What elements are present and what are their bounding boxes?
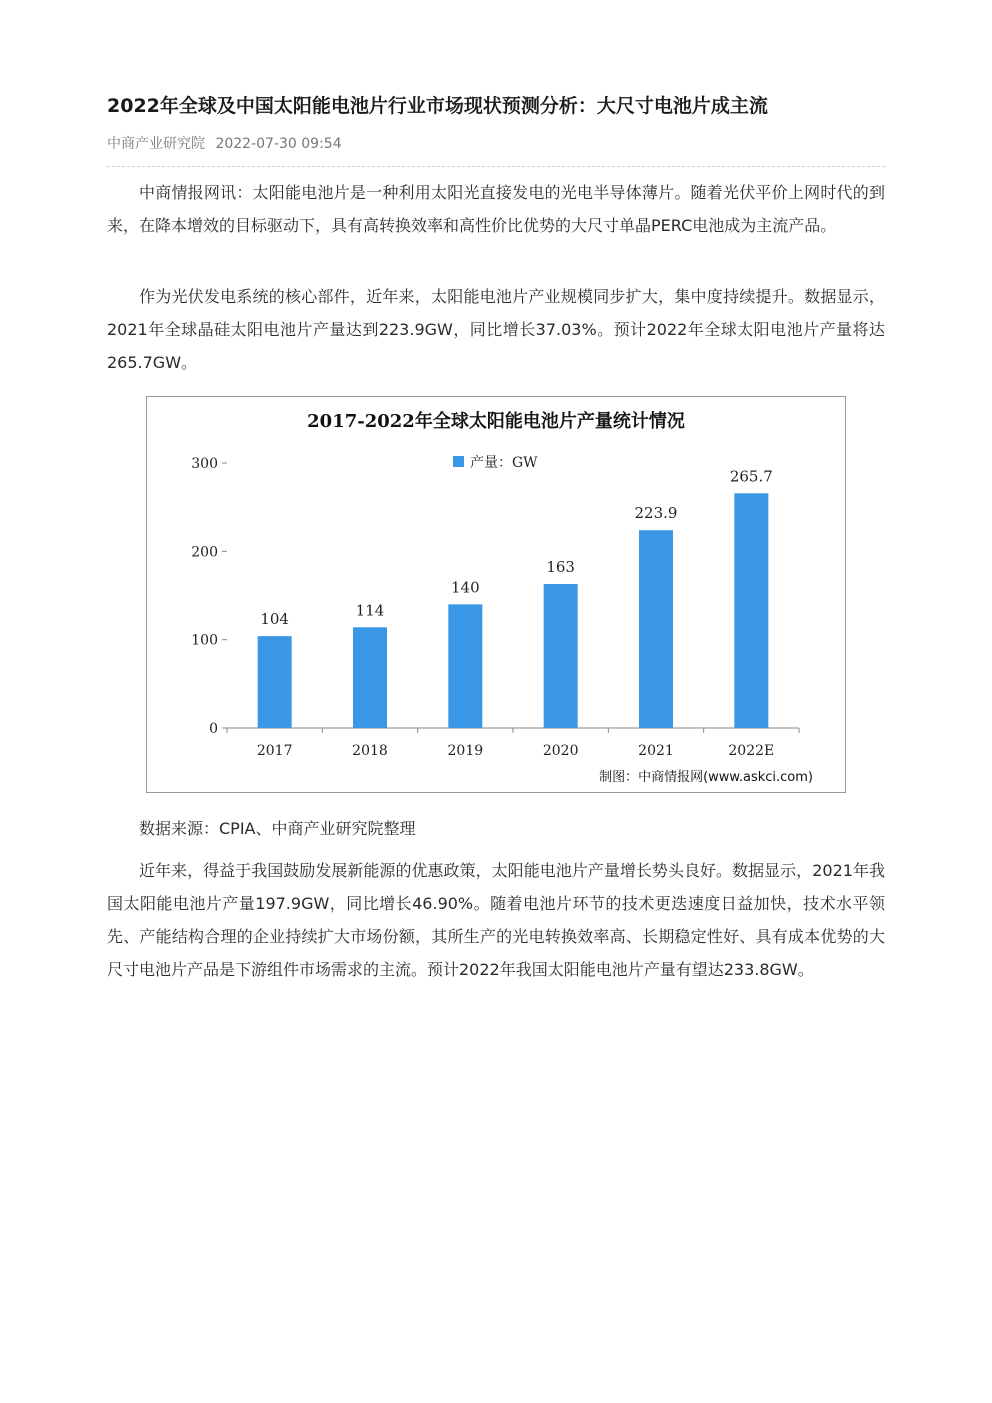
article-source: 中商产业研究院: [107, 136, 205, 152]
bar-2018: [353, 627, 387, 728]
x-tick-label: 2017: [256, 743, 293, 759]
chart-title: 2017-2022年全球太阳能电池片产量统计情况: [307, 411, 685, 432]
x-tick-label: 2022E: [728, 743, 775, 759]
bar-2022E: [734, 493, 768, 728]
bar-series: [258, 493, 769, 728]
chart-figure: [146, 396, 846, 793]
paragraph-intro: 中商情报网讯：太阳能电池片是一种利用太阳光直接发电的光电半导体薄片。随着光伏平价上网时代的到来，在降本增效的目标驱动下，具有高转换效率和高性价比优势的大尺寸单晶PERC电池成为主流产品。: [107, 183, 885, 235]
x-axis-ticks: [227, 728, 799, 759]
chart-legend: [453, 454, 538, 471]
bar-value-label: 223.9: [634, 504, 678, 523]
paragraph-china-output: 近年来，得益于我国鼓励发展新能源的优惠政策，太阳能电池片产量增长势头良好。数据显示，2021年我国太阳能电池片产量197.9GW，同比增长46.90%。随着电池片环节的技术更迭速度日益加快，技术水平领先、产能结构合理的企业持续扩大市场份额，其所生产的光电转换效率高、长期稳定性好、具有成本优势的大尺寸电池片产品是下游组件市场需求的主流。预计2022年我国太阳能电池片产量有望达233.8GW。: [107, 861, 885, 979]
y-tick-label: 300: [191, 456, 218, 472]
x-tick-label: 2021: [638, 743, 674, 759]
legend-label: 产量：GW: [470, 455, 538, 471]
data-source-note: 数据来源：CPIA、中商产业研究院整理: [139, 819, 416, 838]
bar-value-label: 265.7: [729, 467, 773, 486]
bar-value-labels: [260, 467, 772, 628]
bar-value-label: 163: [546, 558, 575, 577]
y-tick-label: 0: [209, 721, 218, 737]
y-axis-ticks: [191, 456, 227, 737]
bar-chart: [147, 397, 845, 792]
bar-2017: [258, 636, 292, 728]
paragraph-global-output: 作为光伏发电系统的核心部件，近年来，太阳能电池片产业规模同步扩大，集中度持续提升。数据显示，2021年全球晶硅太阳电池片产量达到223.9GW，同比增长37.03%。预计2022年全球太阳电池片产量将达265.7GW。: [107, 287, 885, 372]
chart-credit: 制图：中商情报网(www.askci.com): [599, 770, 813, 785]
bar-value-label: 114: [355, 601, 385, 620]
x-tick-label: 2018: [352, 743, 388, 759]
bar-2021: [639, 530, 673, 728]
bar-value-label: 140: [451, 578, 480, 597]
article-title: 2022年全球及中国太阳能电池片行业市场现状预测分析：大尺寸电池片成主流: [107, 95, 768, 117]
article-meta: [107, 134, 342, 154]
legend-swatch: [453, 456, 464, 467]
bar-2020: [544, 584, 578, 728]
y-tick-label: 100: [191, 632, 218, 649]
x-tick-label: 2019: [447, 743, 484, 759]
article-date: 2022-07-30 09:54: [215, 136, 342, 152]
meta-divider: [107, 166, 885, 167]
x-tick-label: 2020: [542, 743, 579, 759]
bar-value-label: 104: [260, 610, 289, 629]
bar-2019: [448, 604, 482, 728]
y-tick-label: 200: [191, 544, 218, 561]
